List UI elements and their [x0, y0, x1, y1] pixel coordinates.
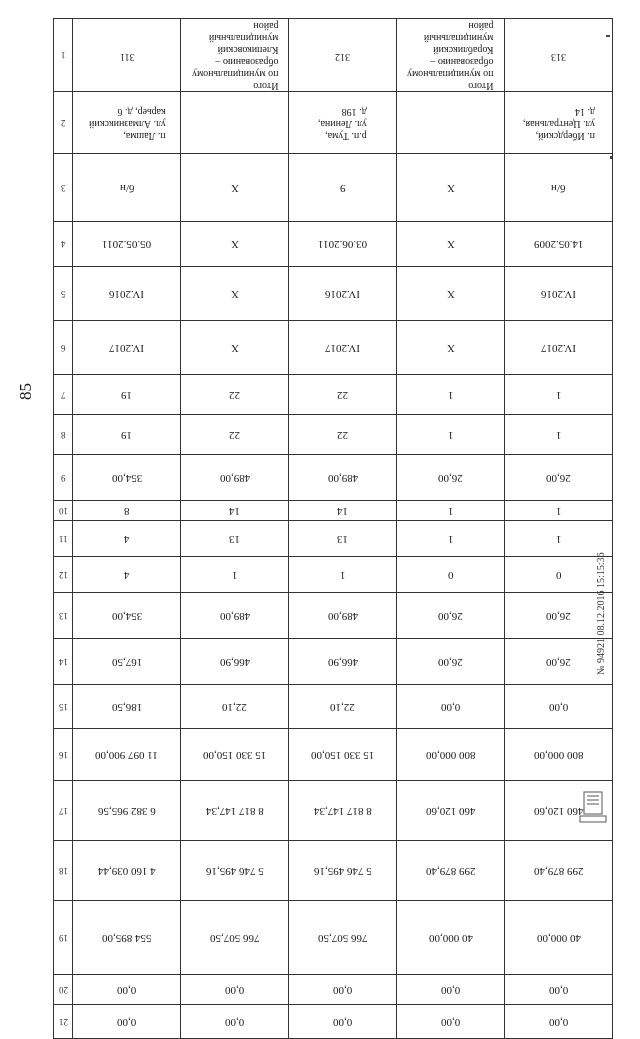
column-number [54, 729, 73, 781]
cell-value: 4 160 039,44 [98, 864, 156, 877]
table-cell [73, 501, 181, 521]
cell-value: 4 [124, 532, 130, 545]
column-number [54, 975, 73, 1005]
table-cell [181, 154, 289, 222]
cell-value: 03.06.2011 [318, 238, 368, 250]
cell-value: 0 [555, 568, 562, 581]
column-number [54, 92, 73, 154]
table-cell [181, 685, 289, 729]
cell-value: 489,00 [219, 609, 250, 622]
cell-value: 1 [339, 568, 346, 581]
cell-value: 489,00 [327, 609, 358, 622]
table-cell [289, 901, 397, 975]
cell-value: 4 [124, 568, 130, 581]
column-number-label: 8 [60, 429, 66, 440]
cell-value: 800 000,00 [425, 748, 476, 761]
cell-value: 466,90 [219, 655, 250, 668]
table-cell [289, 521, 397, 557]
cell-value: 354,00 [111, 471, 142, 484]
cell-value: 14.05.2009 [533, 238, 584, 250]
cell-value: 1 [555, 504, 562, 517]
table-cell [181, 222, 289, 267]
table-cell [505, 729, 613, 781]
column-number [54, 501, 73, 521]
table-cell [397, 222, 505, 267]
page-number: 85 [16, 383, 35, 400]
column-number-label: 11 [58, 533, 68, 544]
column-number-label: 3 [60, 182, 66, 193]
cell-value: 0,00 [117, 1015, 137, 1028]
table-cell [397, 375, 505, 415]
cell-value: 14 [229, 504, 241, 517]
column-number-label: 10 [58, 505, 68, 516]
table-cell [73, 267, 181, 321]
register-table [53, 18, 613, 1028]
table-row [54, 1005, 613, 1039]
table-cell [505, 92, 613, 154]
cell-value: 26,00 [546, 471, 571, 484]
column-number [54, 557, 73, 593]
cell-value: 0,00 [333, 983, 353, 996]
cell-value: 489,00 [219, 471, 250, 484]
table-cell [505, 1005, 613, 1039]
column-number-label: 12 [58, 569, 68, 580]
cell-value: 9 [339, 181, 346, 194]
cell-value: 766 507,50 [210, 931, 260, 944]
cell-value: 8 [124, 504, 130, 517]
table-cell [289, 267, 397, 321]
cell-value: 0,00 [225, 1015, 245, 1028]
table-row [54, 557, 613, 593]
column-number-label: 21 [58, 1016, 68, 1027]
table-cell [73, 92, 181, 154]
table-cell [289, 321, 397, 375]
table-cell [73, 321, 181, 375]
table-cell [505, 521, 613, 557]
cell-value: 0,00 [548, 700, 569, 713]
table-cell [397, 841, 505, 901]
cell-value: 40 000,00 [428, 931, 473, 944]
cell-value: X [446, 238, 455, 250]
table-cell [397, 455, 505, 501]
cell-value: Итого по муниципальному образованию – Клепиковский муниципальный район [191, 20, 279, 91]
column-number-label: 14 [58, 656, 68, 667]
cell-value: 1 [555, 388, 562, 401]
table-cell [397, 521, 505, 557]
table-cell [73, 455, 181, 501]
table-row [54, 685, 613, 729]
table-row [54, 321, 613, 375]
table-cell [397, 639, 505, 685]
cell-value: 26,00 [546, 655, 571, 668]
column-number-label: 13 [58, 610, 68, 621]
cell-value: 800 000,00 [533, 748, 584, 761]
table-cell [397, 593, 505, 639]
column-number-label: 19 [58, 932, 68, 943]
table-cell [397, 321, 505, 375]
cell-value: 22 [337, 428, 349, 441]
table-row [54, 19, 613, 92]
table-cell [181, 501, 289, 521]
cell-value: б/н [119, 181, 135, 194]
column-number-label: 6 [60, 342, 66, 353]
table-cell [505, 455, 613, 501]
table-cell [181, 729, 289, 781]
table-cell [289, 19, 397, 92]
table-cell [289, 92, 397, 154]
table-cell [505, 901, 613, 975]
cell-value: 22,10 [330, 700, 356, 713]
table-cell [181, 375, 289, 415]
cell-value: 8 817 147,34 [205, 804, 264, 817]
cell-value: 167,50 [111, 655, 142, 668]
table-cell [73, 685, 181, 729]
table-cell [397, 154, 505, 222]
cell-value: 313 [551, 50, 567, 62]
table-cell [289, 222, 397, 267]
table-cell [289, 415, 397, 455]
table-row [54, 975, 613, 1005]
table-cell [289, 593, 397, 639]
cell-value: 14 [337, 504, 349, 517]
cell-value: 311 [119, 50, 135, 62]
cell-value: 26,00 [438, 471, 463, 484]
cell-value: 1 [447, 532, 454, 545]
cell-value: 5 746 495,16 [205, 864, 264, 877]
cell-value: 22 [229, 388, 241, 401]
table-row [54, 781, 613, 841]
cell-value: 22 [229, 428, 241, 441]
column-number [54, 19, 73, 92]
cell-value: 19 [121, 388, 133, 401]
table-cell [181, 593, 289, 639]
table-cell [289, 501, 397, 521]
column-number [54, 685, 73, 729]
table-row [54, 501, 613, 521]
column-number [54, 1005, 73, 1039]
table-cell [73, 975, 181, 1005]
column-number [54, 375, 73, 415]
cell-value: 0,00 [548, 983, 569, 996]
table-cell [505, 975, 613, 1005]
table-cell [73, 375, 181, 415]
table-cell [505, 19, 613, 92]
table-row [54, 455, 613, 501]
cell-value: 299 879,40 [533, 864, 584, 877]
table-row [54, 901, 613, 975]
column-number [54, 901, 73, 975]
cell-value: 0,00 [225, 983, 245, 996]
table-cell [181, 321, 289, 375]
cell-value: 0,00 [548, 1015, 569, 1028]
cell-value: 15 330 150,00 [203, 748, 267, 761]
table-cell [289, 639, 397, 685]
cell-value: 5 746 495,16 [313, 864, 372, 877]
registration-stamp: № 94921 08.12.2016 15:15:36 [596, 552, 607, 675]
cell-value: 19 [121, 428, 133, 441]
cell-value: X [446, 287, 455, 300]
cell-value: 11 097 900,00 [95, 748, 159, 761]
column-number-label: 7 [60, 389, 66, 400]
table-row [54, 729, 613, 781]
cell-value: р.п. Тума, ул. Ленина, д. 198 [318, 105, 368, 141]
table-cell [397, 19, 505, 92]
table-cell [289, 375, 397, 415]
cell-value: 554 895,00 [102, 931, 152, 944]
cell-value: 460 120,60 [533, 804, 584, 817]
table-cell [505, 375, 613, 415]
cell-value: X [230, 181, 239, 194]
cell-value: 312 [335, 50, 351, 62]
table-cell [397, 557, 505, 593]
cell-value: 40 000,00 [536, 931, 581, 944]
column-number-label: 2 [60, 117, 66, 128]
cell-value: 8 817 147,34 [313, 804, 372, 817]
column-number [54, 521, 73, 557]
cell-value: 0 [447, 568, 454, 581]
cell-value: IV.2016 [109, 287, 145, 300]
table-cell [181, 1005, 289, 1039]
column-number-label: 9 [60, 472, 66, 483]
cell-value: 1 [232, 568, 238, 581]
column-number [54, 781, 73, 841]
cell-value: 13 [229, 532, 241, 545]
cell-value: 22 [337, 388, 349, 401]
table-cell [289, 154, 397, 222]
cell-value: 489,00 [327, 471, 358, 484]
table-cell [397, 1005, 505, 1039]
column-number [54, 455, 73, 501]
column-number-label: 15 [58, 701, 68, 712]
table-cell [73, 841, 181, 901]
column-number [54, 154, 73, 222]
cell-value: 299 879,40 [425, 864, 476, 877]
table-cell [289, 975, 397, 1005]
table-cell [289, 557, 397, 593]
cell-value: 0,00 [440, 700, 461, 713]
table-cell [181, 841, 289, 901]
cell-value: IV.2016 [325, 287, 361, 300]
column-number [54, 841, 73, 901]
cell-value: 1 [555, 532, 562, 545]
cell-value: 26,00 [438, 609, 463, 622]
table-row [54, 415, 613, 455]
table-cell [505, 501, 613, 521]
table-cell [289, 781, 397, 841]
table-cell [181, 975, 289, 1005]
table-cell [397, 975, 505, 1005]
table-row [54, 222, 613, 267]
cell-value: 186,50 [111, 700, 142, 713]
table-cell [73, 781, 181, 841]
table-cell [73, 557, 181, 593]
table-cell [505, 321, 613, 375]
table-cell [505, 685, 613, 729]
table-row [54, 154, 613, 222]
table-row [54, 92, 613, 154]
column-number [54, 593, 73, 639]
cell-value: 22,10 [222, 700, 248, 713]
cell-value: IV.2016 [541, 287, 576, 300]
table-cell [397, 729, 505, 781]
cell-value: 1 [447, 428, 454, 441]
table-cell [181, 781, 289, 841]
table-row [54, 267, 613, 321]
table-cell [181, 19, 289, 92]
cell-value: 460 120,60 [425, 804, 476, 817]
cell-value: п. Лашма, ул. Алмазникский карьер, д. 6 [88, 105, 166, 141]
cell-value: 1 [447, 388, 454, 401]
table-cell [505, 267, 613, 321]
column-number [54, 639, 73, 685]
table-cell [397, 781, 505, 841]
cell-value: 0,00 [440, 983, 461, 996]
table-cell [73, 415, 181, 455]
table-cell [181, 901, 289, 975]
table-cell [73, 521, 181, 557]
cell-value: 354,00 [111, 609, 142, 622]
cell-value: 1 [555, 428, 562, 441]
table-cell [73, 154, 181, 222]
table-row [54, 375, 613, 415]
cell-value: 0,00 [333, 1015, 353, 1028]
table-cell [397, 901, 505, 975]
table-cell [397, 501, 505, 521]
table-cell [73, 19, 181, 92]
cell-value: 1 [447, 504, 454, 517]
cell-value: 26,00 [438, 655, 463, 668]
table-row [54, 841, 613, 901]
cell-value: X [446, 341, 455, 354]
column-number-label: 16 [58, 749, 68, 760]
table-cell [397, 267, 505, 321]
table-row [54, 593, 613, 639]
cell-value: X [446, 181, 455, 194]
table-cell [289, 1005, 397, 1039]
column-number [54, 222, 73, 267]
table-cell [181, 415, 289, 455]
column-number [54, 415, 73, 455]
column-number-label: 20 [58, 984, 68, 995]
cell-value: X [230, 341, 239, 354]
cell-value: Итого по муниципальному образованию – Корабликский муниципальный район [407, 20, 494, 91]
column-number-label: 5 [60, 288, 66, 299]
table-cell [397, 92, 505, 154]
cell-value: 466,90 [327, 655, 358, 668]
column-number [54, 321, 73, 375]
column-number-label: 18 [58, 865, 68, 876]
cell-value: 766 507,50 [317, 931, 368, 944]
table-cell [289, 685, 397, 729]
table-cell [505, 222, 613, 267]
column-number-label: 4 [60, 239, 66, 249]
table-cell [181, 639, 289, 685]
cell-value: 6 382 965,56 [98, 804, 156, 817]
cell-value: 0,00 [117, 983, 137, 996]
table-cell [505, 841, 613, 901]
cell-value: IV.2017 [109, 341, 145, 354]
cell-value: б/н [551, 181, 566, 194]
table-cell [505, 415, 613, 455]
cell-value: 05.05.2011 [102, 238, 152, 250]
table-cell [289, 729, 397, 781]
table-cell [181, 557, 289, 593]
column-number [54, 267, 73, 321]
table-cell [289, 841, 397, 901]
table-cell [181, 455, 289, 501]
cell-value: IV.2017 [325, 341, 361, 354]
cell-value: IV.2017 [541, 341, 576, 354]
table-cell [73, 1005, 181, 1039]
table-cell [73, 222, 181, 267]
cell-value: 13 [337, 532, 349, 545]
table-cell [505, 154, 613, 222]
table-cell [73, 729, 181, 781]
table-cell [289, 455, 397, 501]
table-row [54, 639, 613, 685]
cell-value: 26,00 [546, 609, 571, 622]
table-cell [73, 639, 181, 685]
archive-logo [576, 786, 610, 826]
table-cell [181, 92, 289, 154]
column-number-label: 17 [58, 805, 68, 816]
table-cell [181, 267, 289, 321]
table-cell [73, 593, 181, 639]
cell-value: 15 330 150,00 [311, 748, 375, 761]
cell-value: X [230, 238, 239, 250]
cell-value: п. Ибердский, ул. Центральная, д. 14 [522, 105, 595, 141]
cell-value: X [230, 287, 239, 300]
cell-value: 0,00 [440, 1015, 461, 1028]
table-row [54, 521, 613, 557]
table-cell [397, 685, 505, 729]
table-cell [181, 521, 289, 557]
column-number-label: 1 [60, 50, 66, 60]
table-cell [73, 901, 181, 975]
table-cell [397, 415, 505, 455]
